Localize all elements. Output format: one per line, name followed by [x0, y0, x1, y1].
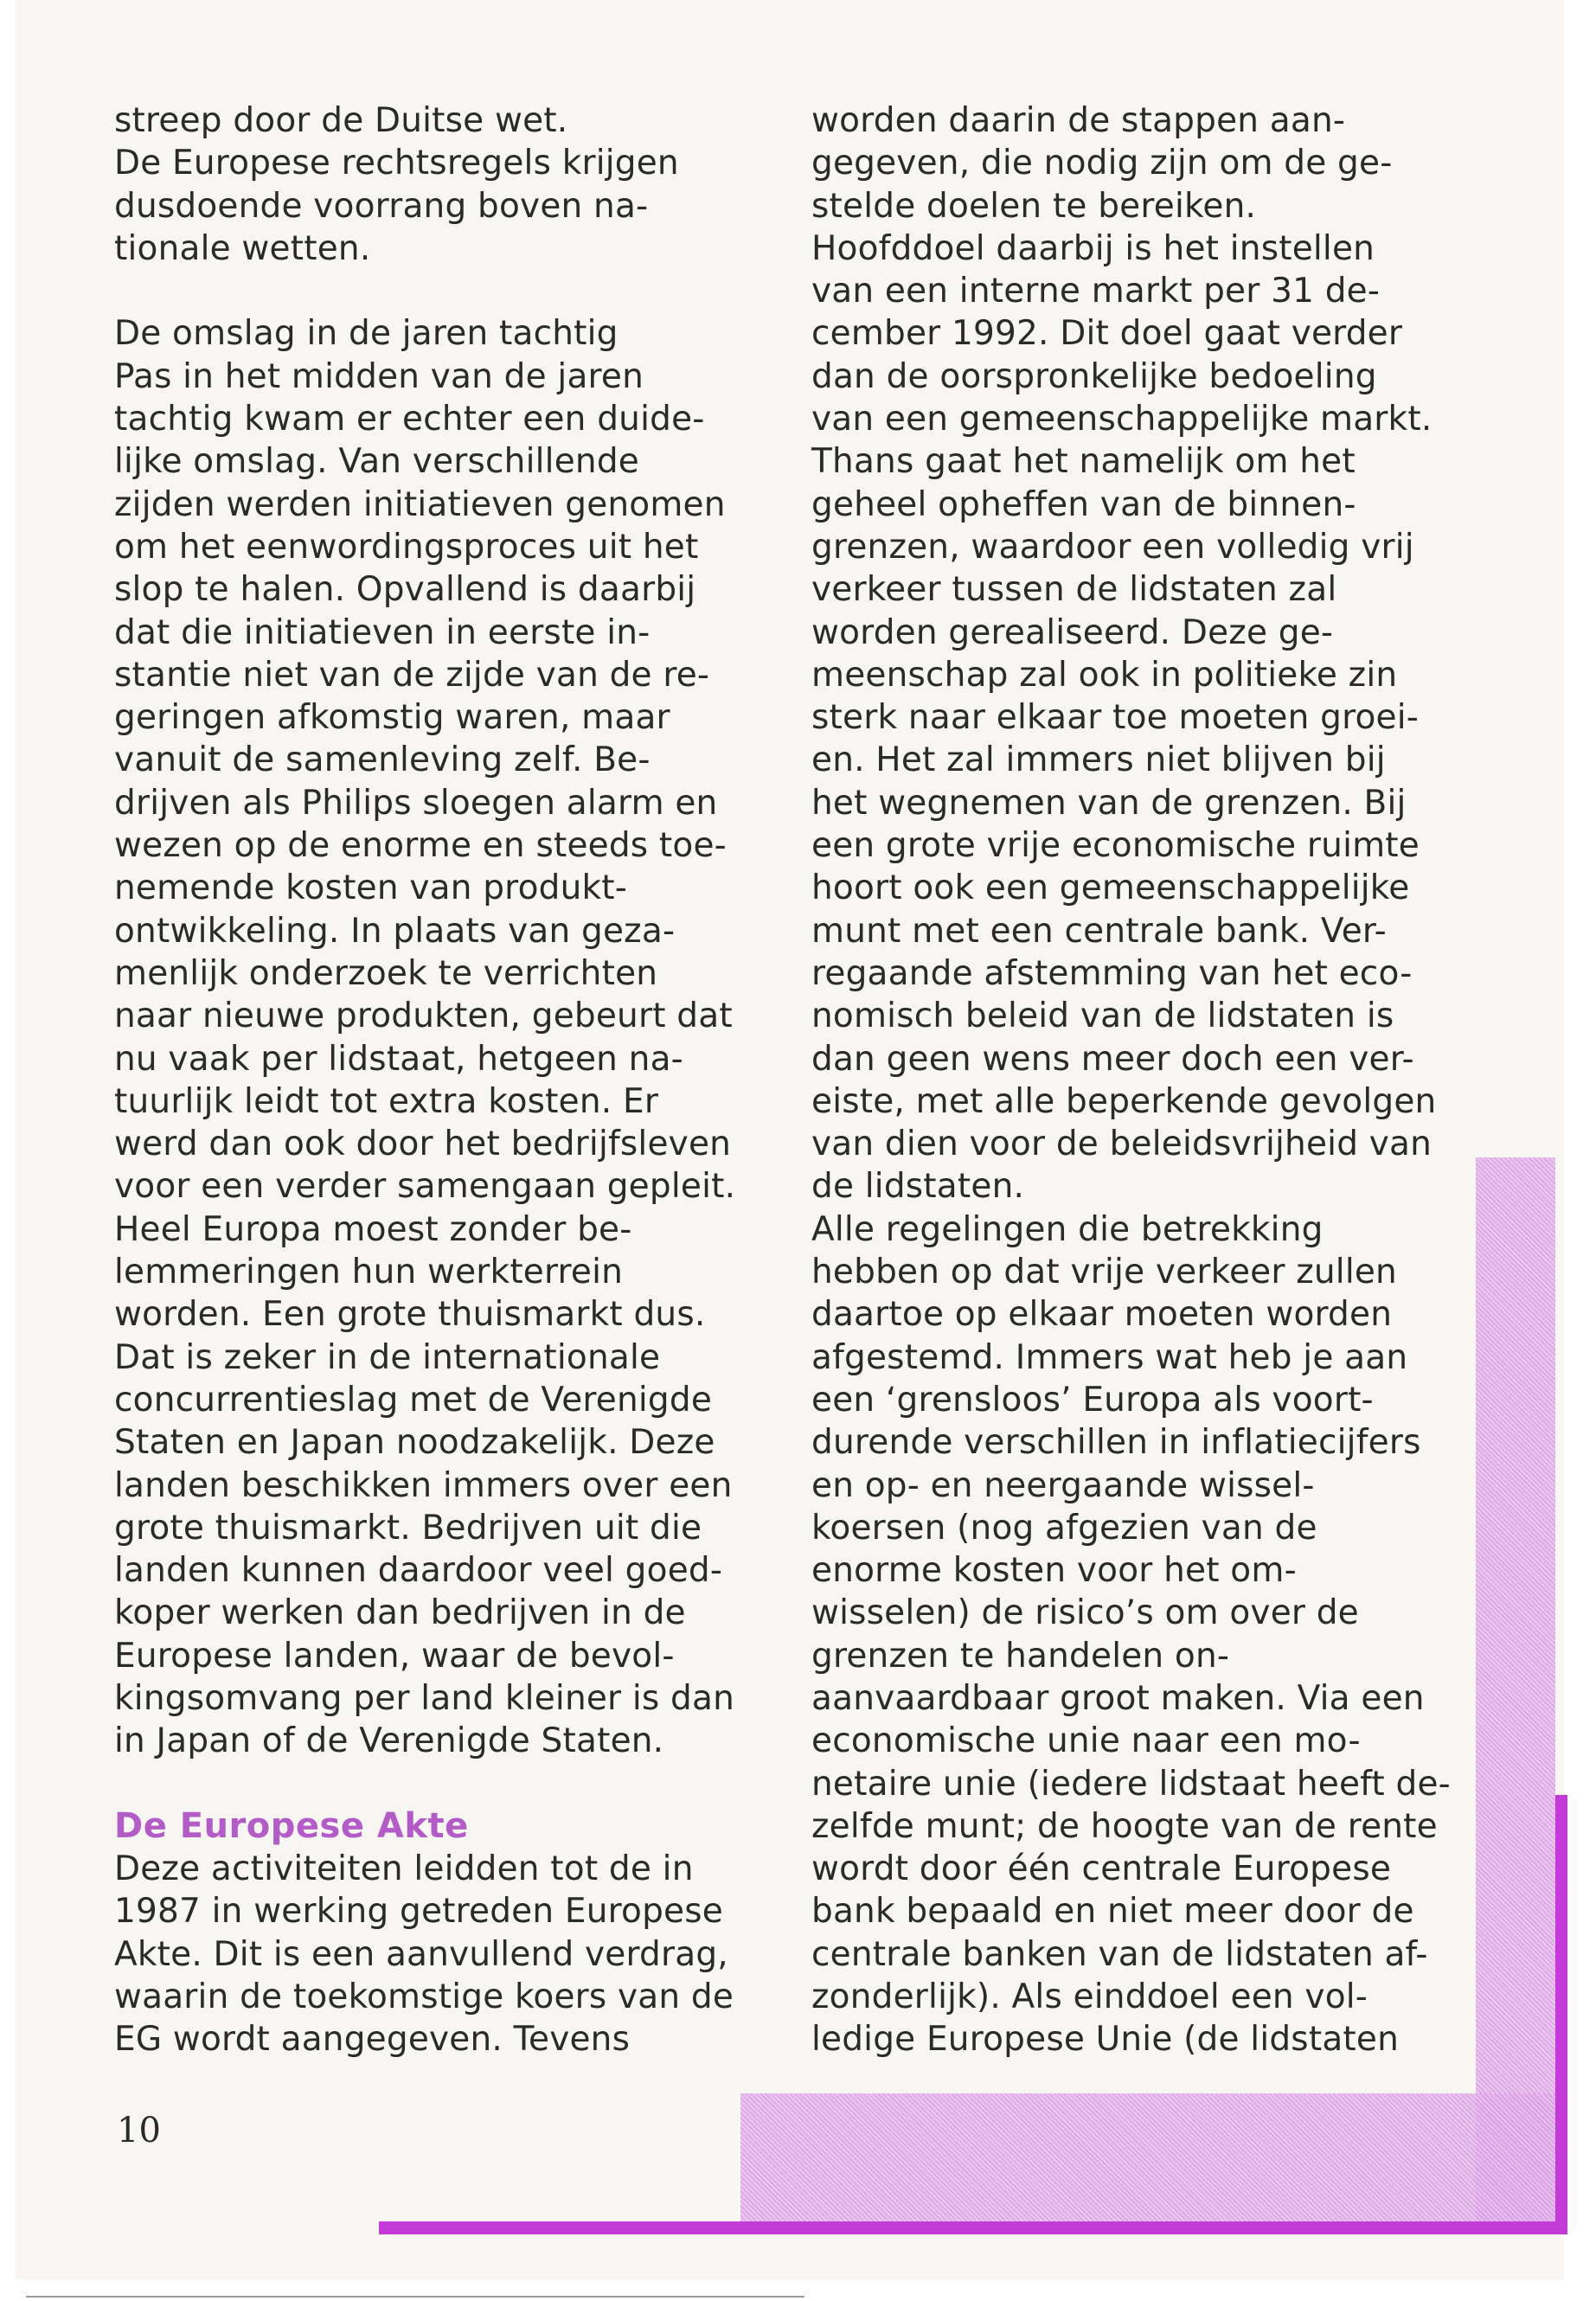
- body-text-line: centrale banken van de lidstaten af-: [811, 1934, 1428, 1974]
- body-text-line: ledige Europese Unie (de lidstaten: [811, 2020, 1400, 2060]
- decorative-accent-bar-right: [1555, 1795, 1567, 2234]
- decorative-accent-bar-bottom: [379, 2221, 1567, 2234]
- body-text-line: daartoe op elkaar moeten worden: [811, 1295, 1393, 1335]
- body-text-line: nomisch beleid van de lidstaten is: [811, 997, 1394, 1036]
- body-text-line: in Japan of de Verenigde Staten.: [114, 1721, 664, 1761]
- body-text-line: Deze activiteiten leidden tot de in: [114, 1849, 694, 1889]
- body-text-line: dat die initiatieven in eerste in-: [114, 612, 651, 652]
- body-text-line: dan geen wens meer doch een ver-: [811, 1039, 1414, 1079]
- body-text-line: Europese landen, waar de bevol-: [114, 1636, 675, 1676]
- body-text-line: regaande afstemming van het eco-: [811, 953, 1413, 993]
- body-text-line: economische unie naar een mo-: [811, 1721, 1361, 1761]
- body-text-line: hebben op dat vrije verkeer zullen: [811, 1253, 1397, 1292]
- body-text-line: aanvaardbaar groot maken. Via een: [811, 1678, 1425, 1718]
- body-text-line: EG wordt aangegeven. Tevens: [114, 2020, 631, 2060]
- body-text-line: De omslag in de jaren tachtig: [114, 314, 619, 354]
- body-text-line: de lidstaten.: [811, 1167, 1025, 1207]
- body-text-line: enorme kosten voor het om-: [811, 1551, 1297, 1591]
- body-text-line: Heel Europa moest zonder be-: [114, 1209, 632, 1249]
- body-text-line: werd dan ook door het bedrijfsleven: [114, 1125, 732, 1164]
- page-number: 10: [117, 2111, 161, 2150]
- body-text-line: en op- en neergaande wissel-: [811, 1465, 1315, 1505]
- body-text-line: Dat is zeker in de internationale: [114, 1337, 661, 1377]
- body-text-line: streep door de Duitse wet.: [114, 101, 568, 140]
- body-text-line: naar nieuwe produkten, gebeurt dat: [114, 997, 733, 1036]
- body-text-line: stantie niet van de zijde van de re-: [114, 655, 710, 695]
- body-text-line: wisselen) de risico’s om over de: [811, 1593, 1359, 1633]
- body-text-line: worden gerealiseerd. Deze ge-: [811, 612, 1334, 652]
- body-text-line: munt met een centrale bank. Ver-: [811, 911, 1387, 951]
- body-text-line: Alle regelingen die betrekking: [811, 1209, 1324, 1249]
- body-text-line: dan de oorspronkelijke bedoeling: [811, 356, 1377, 396]
- body-text-line: gegeven, die nodig zijn om de ge-: [811, 144, 1393, 183]
- paragraph-spacer: [114, 270, 754, 312]
- body-text-line: van een interne markt per 31 de-: [811, 272, 1381, 311]
- body-text-line: zelfde munt; de hoogte van de rente: [811, 1806, 1438, 1846]
- body-text-line: om het eenwordingsproces uit het: [114, 527, 699, 567]
- body-text-line: landen kunnen daardoor veel goed-: [114, 1551, 723, 1591]
- body-text-line: grote thuismarkt. Bedrijven uit die: [114, 1508, 702, 1548]
- body-text-line: grenzen, waardoor een volledig vrij: [811, 527, 1414, 567]
- body-text-line: Thans gaat het namelijk om het: [811, 442, 1356, 482]
- body-text-line: drijven als Philips sloegen alarm en: [114, 783, 718, 823]
- body-text-line: verkeer tussen de lidstaten zal: [811, 570, 1337, 610]
- body-text-line: worden. Een grote thuismarkt dus.: [114, 1295, 706, 1335]
- body-text-line: durende verschillen in inflatiecijfers: [811, 1423, 1421, 1463]
- body-text-line: afgestemd. Immers wat heb je aan: [811, 1337, 1408, 1377]
- body-text-line: kingsomvang per land kleiner is dan: [114, 1678, 735, 1718]
- body-text-line: koersen (nog afgezien van de: [811, 1508, 1317, 1548]
- body-text-line: landen beschikken immers over een: [114, 1465, 733, 1505]
- body-text-line: concurrentieslag met de Verenigde: [114, 1380, 713, 1420]
- body-text-line: De Europese rechtsregels krijgen: [114, 144, 679, 183]
- body-text-line: tuurlijk leidt tot extra kosten. Er: [114, 1081, 659, 1121]
- body-text-line: ontwikkeling. In plaats van geza-: [114, 911, 676, 951]
- body-text-line: en. Het zal immers niet blijven bij: [811, 740, 1386, 780]
- body-text-line: netaire unie (iedere lidstaat heeft de-: [811, 1764, 1451, 1804]
- body-text-line: van een gemeenschappelijke markt.: [811, 400, 1433, 439]
- body-text-line: vanuit de samenleving zelf. Be-: [114, 740, 651, 780]
- body-text-line: hoort ook een gemeenschappelijke: [811, 868, 1410, 908]
- scan-edge-rule: [26, 2296, 804, 2298]
- body-text-line: grenzen te handelen on-: [811, 1636, 1230, 1676]
- body-text-line: stelde doelen te bereiken.: [811, 186, 1257, 226]
- body-text-line: wordt door één centrale Europese: [811, 1849, 1392, 1889]
- body-text-line: lemmeringen hun werkterrein: [114, 1253, 624, 1292]
- decorative-shaded-panel-bottom: [740, 2093, 1555, 2221]
- body-text-line: 1987 in werking getreden Europese: [114, 1892, 723, 1932]
- body-text-line: Pas in het midden van de jaren: [114, 356, 644, 396]
- body-text-line: Akte. Dit is een aanvullend verdrag,: [114, 1934, 728, 1974]
- body-text-line: nemende kosten van produkt-: [114, 868, 628, 908]
- body-text-line: cember 1992. Dit doel gaat verder: [811, 314, 1403, 354]
- decorative-shaded-panel-right: [1476, 1157, 1555, 2221]
- body-text-line: een ‘grensloos’ Europa als voort-: [811, 1380, 1374, 1420]
- body-text-line: zijden werden initiatieven genomen: [114, 484, 726, 524]
- body-text-line: sterk naar elkaar toe moeten groei-: [811, 698, 1420, 738]
- paragraph-spacer: [114, 1763, 754, 1805]
- body-text-line: slop te halen. Opvallend is daarbij: [114, 570, 696, 610]
- body-text-line: Staten en Japan noodzakelijk. Deze: [114, 1423, 715, 1463]
- body-text-line: tionale wetten.: [114, 228, 371, 268]
- body-text-line: wezen op de enorme en steeds toe-: [114, 826, 727, 866]
- body-text-line: waarin de toekomstige koers van de: [114, 1977, 734, 2017]
- body-text-line: tachtig kwam er echter een duide-: [114, 400, 705, 439]
- body-text-line: geheel opheffen van de binnen-: [811, 484, 1356, 524]
- body-text-line: meenschap zal ook in politieke zin: [811, 655, 1398, 695]
- body-text-line: eiste, met alle beperkende gevolgen: [811, 1081, 1437, 1121]
- section-heading: De Europese Akte: [114, 1805, 469, 1846]
- body-text-line: het wegnemen van de grenzen. Bij: [811, 783, 1407, 823]
- body-text-line: van dien voor de beleidsvrijheid van: [811, 1125, 1433, 1164]
- body-text-line: dusdoende voorrang boven na-: [114, 186, 649, 226]
- body-text-line: worden daarin de stappen aan-: [811, 101, 1346, 140]
- body-text-line: een grote vrije economische ruimte: [811, 826, 1420, 866]
- body-text-line: bank bepaald en niet meer door de: [811, 1892, 1414, 1932]
- body-text-line: nu vaak per lidstaat, hetgeen na-: [114, 1039, 683, 1079]
- text-column-left: [114, 99, 754, 2061]
- body-text-line: voor een verder samengaan gepleit.: [114, 1167, 736, 1207]
- body-text-line: menlijk onderzoek te verrichten: [114, 953, 658, 993]
- body-text-line: koper werken dan bedrijven in de: [114, 1593, 686, 1633]
- body-text-line: zonderlijk). Als einddoel een vol-: [811, 1977, 1368, 2017]
- body-text-line: geringen afkomstig waren, maar: [114, 698, 670, 738]
- body-text-line: Hoofddoel daarbij is het instellen: [811, 228, 1375, 268]
- text-column-right: [811, 99, 1452, 2061]
- body-text-line: lijke omslag. Van verschillende: [114, 442, 639, 482]
